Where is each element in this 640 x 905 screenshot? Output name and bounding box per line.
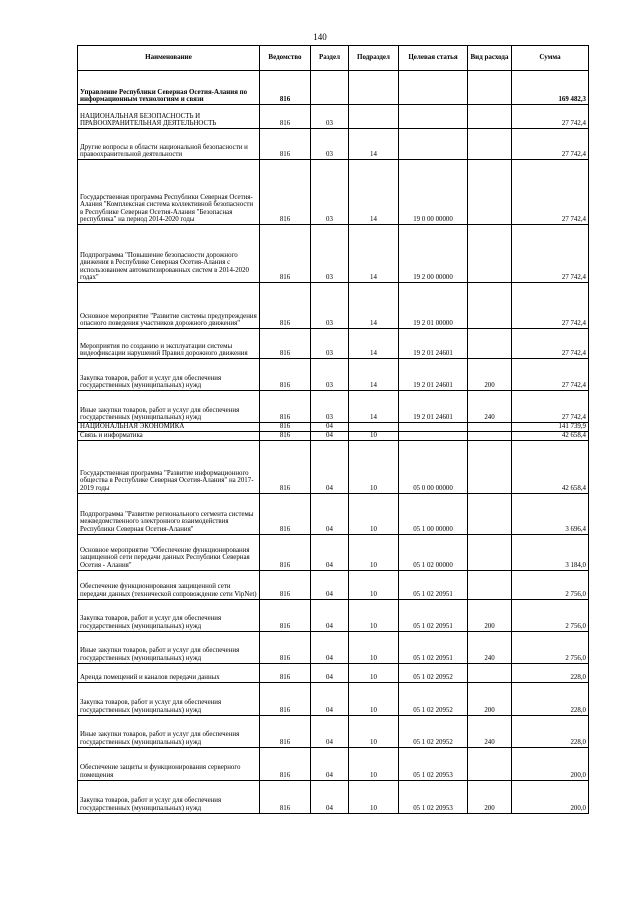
row-dept: 816 [260, 663, 311, 682]
row-target: 19 2 01 24601 [399, 329, 468, 359]
page-number: 140 [313, 32, 327, 42]
row-target: 19 2 01 24601 [399, 391, 468, 423]
row-sum: 27 742,4 [512, 105, 589, 129]
row-type [468, 283, 512, 329]
table-row [78, 747, 589, 780]
row-type [468, 493, 512, 534]
row-section: 04 [311, 534, 349, 570]
row-name: НАЦИОНАЛЬНАЯ ЭКОНОМИКА [78, 423, 260, 432]
row-subsection: 10 [349, 599, 399, 631]
table-row [78, 160, 589, 225]
row-dept: 816 [260, 715, 311, 747]
column-header: Наименование [78, 46, 260, 71]
row-target: 05 1 02 20952 [399, 715, 468, 747]
row-subsection: 14 [349, 225, 399, 283]
row-sum: 3 696,4 [512, 493, 589, 534]
table-row [78, 225, 589, 283]
row-section: 04 [311, 747, 349, 780]
row-target [399, 423, 468, 432]
row-type [468, 71, 512, 105]
row-dept: 816 [260, 534, 311, 570]
row-dept: 816 [260, 747, 311, 780]
row-type: 240 [468, 631, 512, 663]
row-sum: 2 756,0 [512, 570, 589, 599]
row-name: Закупка товаров, работ и услуг для обеспечения государственных (муниципальных) нужд [78, 599, 260, 631]
row-name: Государственная программа Республики Северная Осетия-Алания "Комплексная система коллективной безопасности в Республике Северная Осетия-Алания "Безопасная республика" на период 2014-2020 годы [78, 160, 260, 225]
row-dept: 816 [260, 105, 311, 129]
row-section: 03 [311, 391, 349, 423]
row-sum: 42 658,4 [512, 431, 589, 440]
row-sum: 169 482,3 [512, 71, 589, 105]
row-section [311, 71, 349, 105]
row-subsection: 14 [349, 129, 399, 160]
row-type [468, 105, 512, 129]
row-subsection [349, 71, 399, 105]
row-name: Обеспечение функционирования защищенной сети передачи данных (технической сопровождение сети VipNet) [78, 570, 260, 599]
row-section: 04 [311, 682, 349, 715]
row-target: 05 1 02 00000 [399, 534, 468, 570]
column-header: Целевая статья [399, 46, 468, 71]
row-dept: 816 [260, 225, 311, 283]
row-name: Подпрограмма "Развитие регионального сегмента системы межведомственного электронного взаимодействия Республики Северная Осетия-Алания" [78, 493, 260, 534]
row-type [468, 160, 512, 225]
row-subsection: 14 [349, 359, 399, 391]
row-dept: 816 [260, 423, 311, 432]
row-name: Связь и информатика [78, 431, 260, 440]
row-subsection: 10 [349, 663, 399, 682]
table-row [78, 663, 589, 682]
row-dept: 816 [260, 493, 311, 534]
row-dept: 816 [260, 160, 311, 225]
row-type [468, 329, 512, 359]
row-type: 200 [468, 359, 512, 391]
row-section: 04 [311, 780, 349, 813]
column-header: Ведомство [260, 46, 311, 71]
row-sum: 27 742,4 [512, 359, 589, 391]
table-row [78, 329, 589, 359]
row-target: 19 2 00 00000 [399, 225, 468, 283]
row-section: 04 [311, 663, 349, 682]
row-name: Государственная программа "Развитие информационного общества в Республике Северная Осетия-Алания" на 2017-2019 годы [78, 440, 260, 493]
row-dept: 816 [260, 780, 311, 813]
row-target: 19 0 00 00000 [399, 160, 468, 225]
row-section: 03 [311, 359, 349, 391]
table-row [78, 359, 589, 391]
row-section: 04 [311, 715, 349, 747]
row-subsection: 10 [349, 431, 399, 440]
row-target [399, 105, 468, 129]
row-subsection: 10 [349, 493, 399, 534]
row-type [468, 129, 512, 160]
row-sum: 27 742,4 [512, 225, 589, 283]
table-row [78, 431, 589, 440]
row-sum: 228,0 [512, 715, 589, 747]
row-sum: 228,0 [512, 682, 589, 715]
row-name: Закупка товаров, работ и услуг для обеспечения государственных (муниципальных) нужд [78, 780, 260, 813]
row-type: 240 [468, 715, 512, 747]
row-subsection: 10 [349, 715, 399, 747]
row-subsection: 14 [349, 283, 399, 329]
row-type [468, 534, 512, 570]
row-target: 05 1 00 00000 [399, 493, 468, 534]
row-dept: 816 [260, 440, 311, 493]
row-dept: 816 [260, 71, 311, 105]
table-row [78, 780, 589, 813]
column-header: Вид расхода [468, 46, 512, 71]
table-row [78, 423, 589, 432]
row-section: 03 [311, 105, 349, 129]
row-subsection: 10 [349, 682, 399, 715]
table-row [78, 440, 589, 493]
row-dept: 816 [260, 359, 311, 391]
row-section: 04 [311, 631, 349, 663]
row-sum: 27 742,4 [512, 160, 589, 225]
table-row [78, 631, 589, 663]
row-type [468, 570, 512, 599]
row-target [399, 71, 468, 105]
row-target: 05 1 02 20952 [399, 682, 468, 715]
row-section: 04 [311, 440, 349, 493]
row-name: Подпрограмма "Повышение безопасности дорожного движения в Республике Северная Осетия-Алания с использованием автоматизированных систем в 2014-2020 годах" [78, 225, 260, 283]
column-header: Сумма [512, 46, 589, 71]
row-type [468, 747, 512, 780]
row-target [399, 129, 468, 160]
row-sum: 141 739,9 [512, 423, 589, 432]
row-name: Основное мероприятие "Обеспечение функционирования защищенной сети передачи данных Республики Северная Осетия - Алания" [78, 534, 260, 570]
row-sum: 27 742,4 [512, 391, 589, 423]
row-type: 200 [468, 599, 512, 631]
row-type: 200 [468, 780, 512, 813]
row-name: НАЦИОНАЛЬНАЯ БЕЗОПАСНОСТЬ И ПРАВООХРАНИТЕЛЬНАЯ ДЕЯТЕЛЬНОСТЬ [78, 105, 260, 129]
row-name: Закупка товаров, работ и услуг для обеспечения государственных (муниципальных) нужд [78, 682, 260, 715]
row-target: 19 2 01 24601 [399, 359, 468, 391]
row-name: Основное мероприятие "Развитие системы предупреждения опасного поведения участников дорожного движения" [78, 283, 260, 329]
row-subsection: 10 [349, 570, 399, 599]
row-target: 05 1 02 20953 [399, 747, 468, 780]
row-sum: 200,0 [512, 780, 589, 813]
table-row [78, 105, 589, 129]
row-name: Мероприятия по созданию и эксплуатации системы видеофиксации нарушений Правил дорожного движения [78, 329, 260, 359]
table-row [78, 283, 589, 329]
table-header-row [78, 46, 589, 71]
row-name: Закупка товаров, работ и услуг для обеспечения государственных (муниципальных) нужд [78, 359, 260, 391]
row-type [468, 440, 512, 493]
row-sum: 2 756,0 [512, 631, 589, 663]
row-sum: 3 184,0 [512, 534, 589, 570]
row-subsection [349, 105, 399, 129]
row-subsection: 10 [349, 780, 399, 813]
row-name: Управление Республики Северная Осетия-Алания по информационным технологиям и связи [78, 71, 260, 105]
row-target: 05 1 02 20951 [399, 570, 468, 599]
budget-table [77, 45, 589, 814]
table-row [78, 493, 589, 534]
row-dept: 816 [260, 631, 311, 663]
row-type: 200 [468, 682, 512, 715]
row-target: 05 1 02 20951 [399, 631, 468, 663]
row-target: 05 1 02 20952 [399, 663, 468, 682]
row-dept: 816 [260, 329, 311, 359]
row-section: 04 [311, 493, 349, 534]
row-subsection: 14 [349, 160, 399, 225]
table-row [78, 391, 589, 423]
row-dept: 816 [260, 283, 311, 329]
row-section: 04 [311, 431, 349, 440]
row-dept: 816 [260, 431, 311, 440]
table-row [78, 682, 589, 715]
row-type [468, 663, 512, 682]
row-sum: 2 756,0 [512, 599, 589, 631]
row-target: 05 0 00 00000 [399, 440, 468, 493]
row-sum: 228,0 [512, 663, 589, 682]
row-type [468, 423, 512, 432]
table-row [78, 715, 589, 747]
row-target: 19 2 01 00000 [399, 283, 468, 329]
row-section: 03 [311, 225, 349, 283]
row-name: Аренда помещений и каналов передачи данных [78, 663, 260, 682]
row-name: Иные закупки товаров, работ и услуг для обеспечения государственных (муниципальных) нужд [78, 391, 260, 423]
table-body [78, 71, 589, 814]
row-name: Обеспечение защиты и функционирования серверного помещения [78, 747, 260, 780]
table-row [78, 129, 589, 160]
row-target: 05 1 02 20951 [399, 599, 468, 631]
row-dept: 816 [260, 599, 311, 631]
row-subsection: 10 [349, 440, 399, 493]
table-row [78, 570, 589, 599]
row-dept: 816 [260, 682, 311, 715]
row-section: 03 [311, 160, 349, 225]
row-name: Иные закупки товаров, работ и услуг для обеспечения государственных (муниципальных) нужд [78, 631, 260, 663]
row-sum: 200,0 [512, 747, 589, 780]
row-subsection: 10 [349, 534, 399, 570]
row-target: 05 1 02 20953 [399, 780, 468, 813]
row-section: 03 [311, 329, 349, 359]
table-row [78, 599, 589, 631]
row-sum: 27 742,4 [512, 329, 589, 359]
row-section: 04 [311, 599, 349, 631]
row-name: Иные закупки товаров, работ и услуг для обеспечения государственных (муниципальных) нужд [78, 715, 260, 747]
row-dept: 816 [260, 570, 311, 599]
row-type [468, 225, 512, 283]
row-type [468, 431, 512, 440]
row-target [399, 431, 468, 440]
row-subsection: 14 [349, 391, 399, 423]
row-subsection: 14 [349, 329, 399, 359]
row-section: 03 [311, 283, 349, 329]
column-header: Подраздел [349, 46, 399, 71]
row-sum: 27 742,4 [512, 129, 589, 160]
row-sum: 27 742,4 [512, 283, 589, 329]
row-type: 240 [468, 391, 512, 423]
row-subsection: 10 [349, 631, 399, 663]
table-row [78, 71, 589, 105]
table-row [78, 534, 589, 570]
row-section: 03 [311, 129, 349, 160]
row-subsection [349, 423, 399, 432]
row-section: 04 [311, 423, 349, 432]
column-header: Раздел [311, 46, 349, 71]
row-dept: 816 [260, 391, 311, 423]
row-subsection: 10 [349, 747, 399, 780]
row-sum: 42 658,4 [512, 440, 589, 493]
row-section: 04 [311, 570, 349, 599]
row-dept: 816 [260, 129, 311, 160]
row-name: Другие вопросы в области национальной безопасности и правоохранительной деятельности [78, 129, 260, 160]
